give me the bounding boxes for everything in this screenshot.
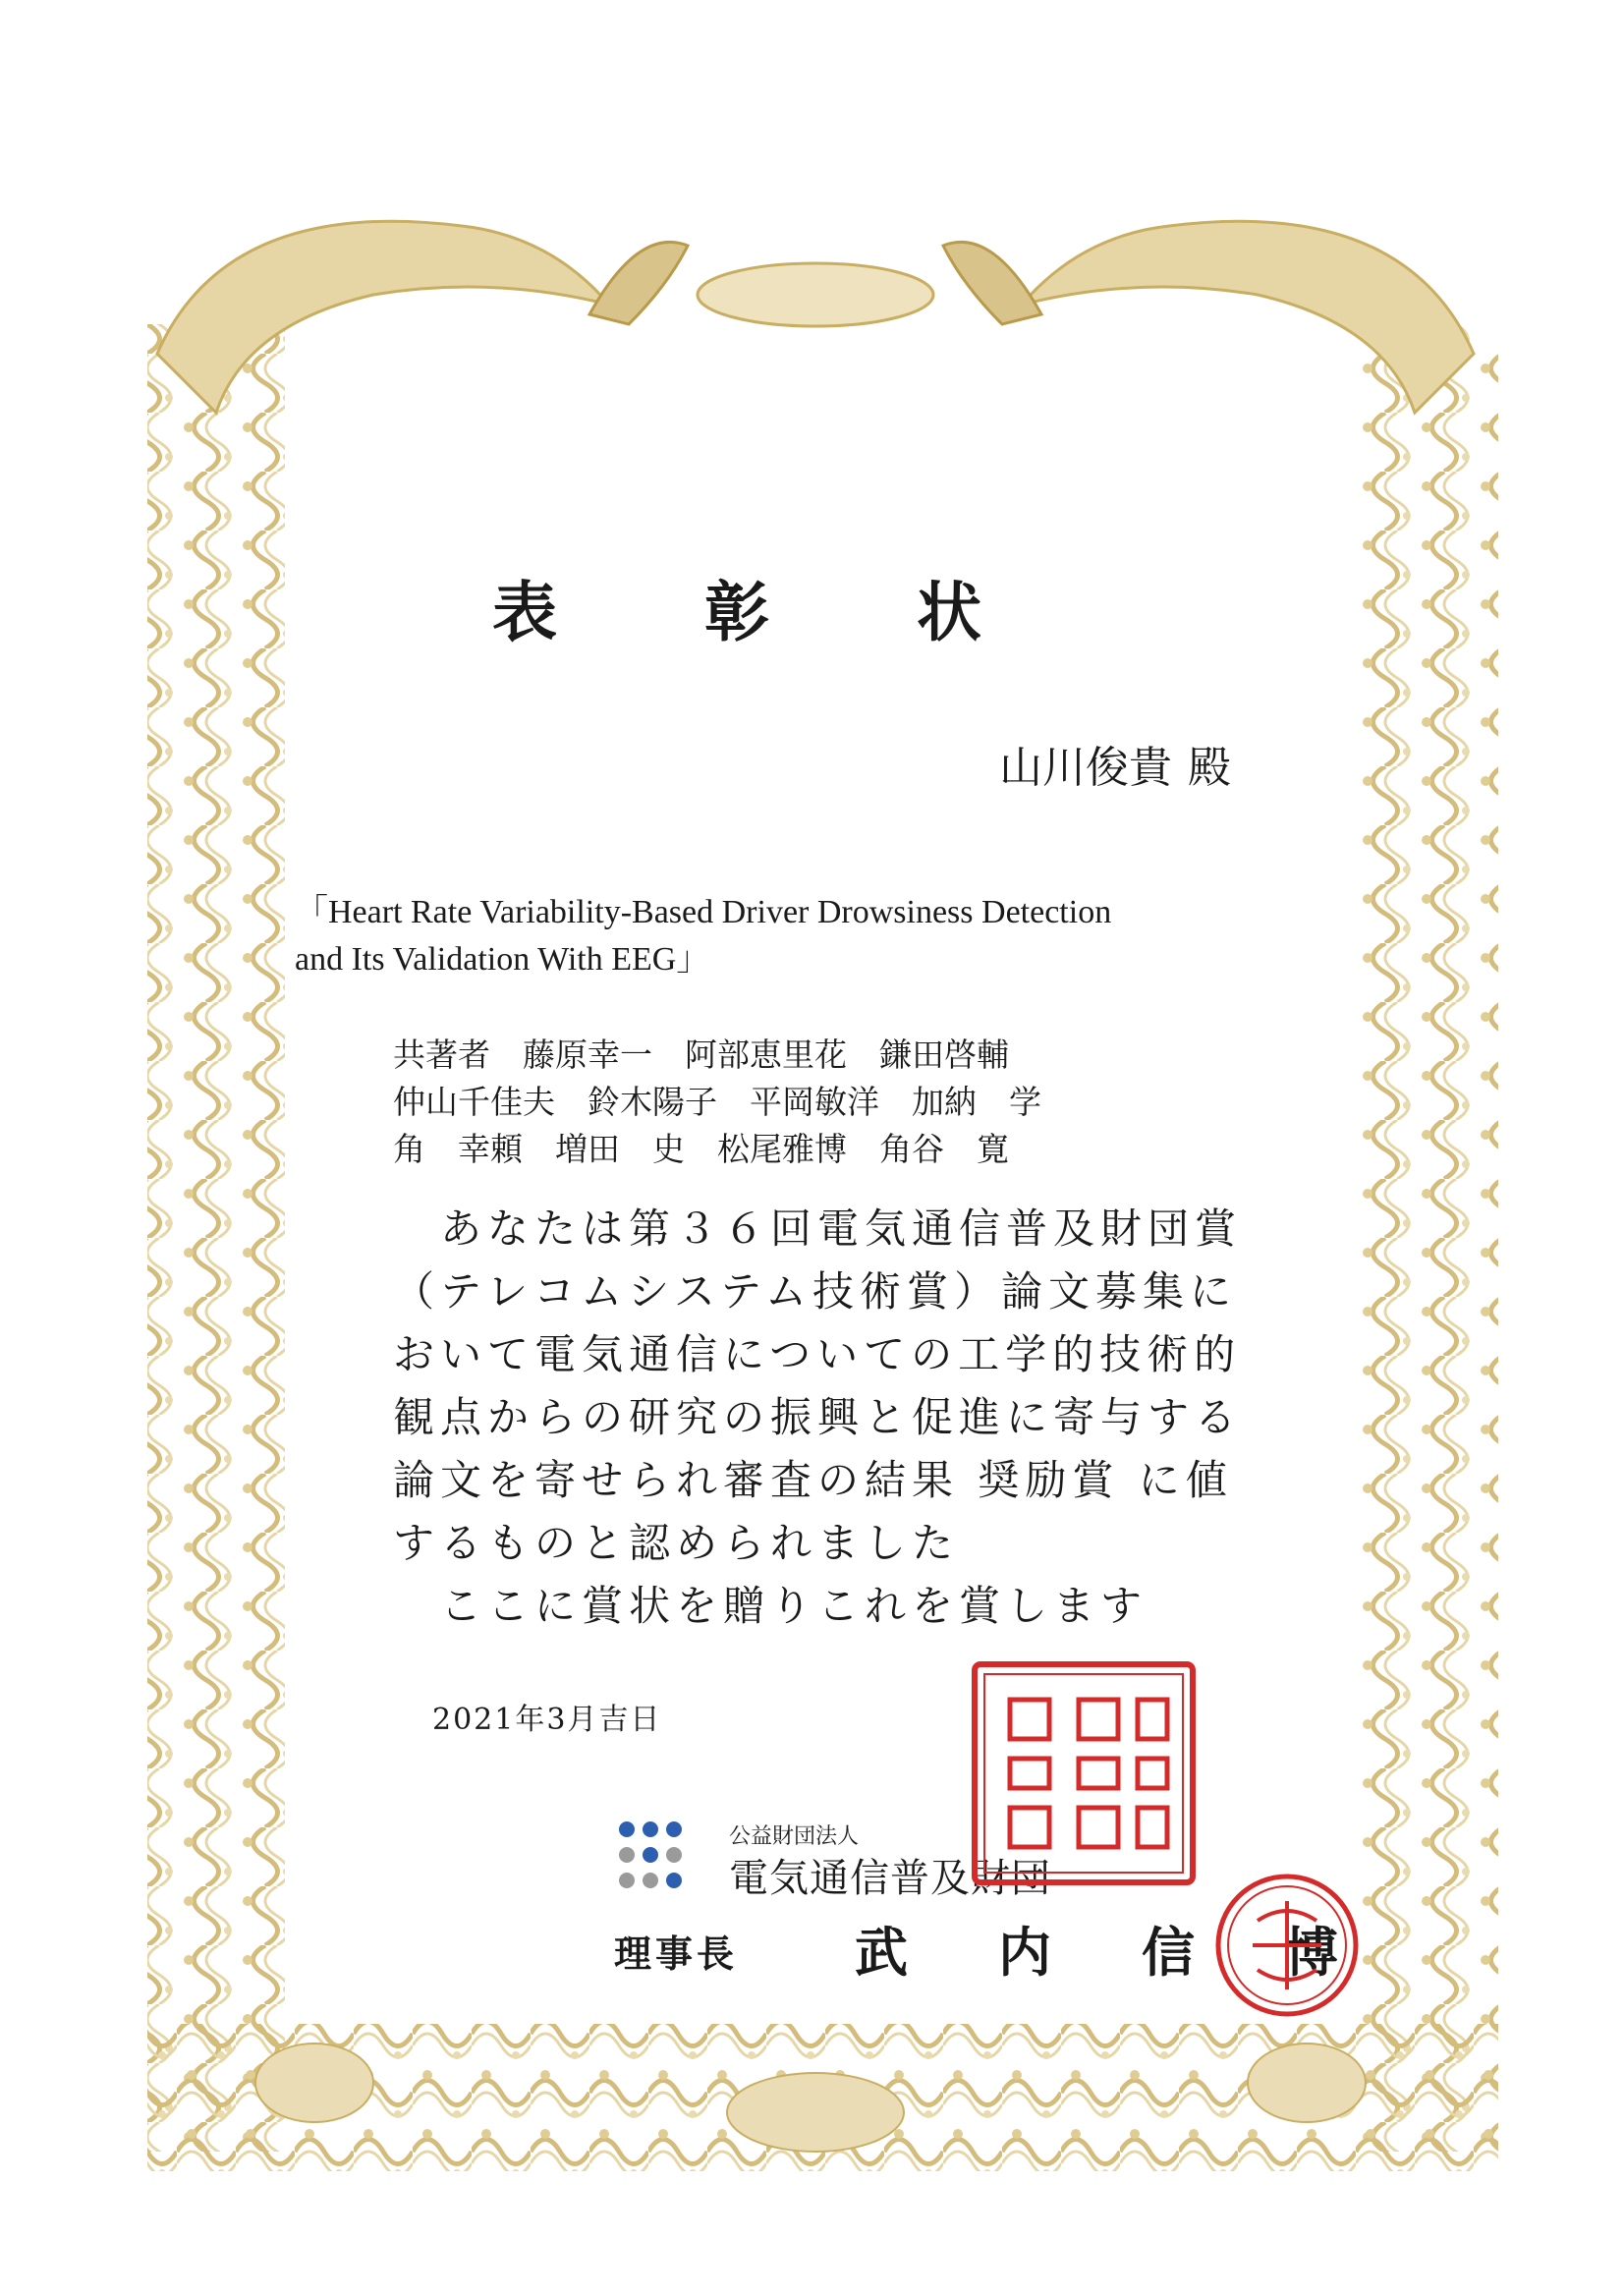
body-line: あなたは第３６回電気通信普及財団賞 <box>393 1204 1243 1253</box>
coauthor-line: 角 幸頼 増田 史 松尾雅博 角谷 寛 <box>393 1130 1009 1168</box>
coauthor-line: 仲山千佳夫 鈴木陽子 平岡敏洋 加納 学 <box>393 1083 1041 1121</box>
recipient-name: 山川俊貴 <box>999 743 1172 793</box>
round-red-seal <box>1213 1872 1361 2019</box>
body-line: 論文を寄せられ審査の結果 奨励賞 に値 <box>393 1456 1233 1504</box>
honorific: 殿 <box>1188 743 1231 793</box>
foundation-logo <box>617 1818 715 1896</box>
certificate-title: 表彰状 <box>492 574 1129 650</box>
organization-name: 電気通信普及財団 <box>729 1856 1051 1901</box>
body-line: （テレコムシステム技術賞）論文募集に <box>393 1267 1237 1316</box>
body-line: ここに賞状を贈りこれを賞します <box>393 1582 1148 1630</box>
body-line: するものと認められました <box>393 1519 960 1567</box>
body-line: 観点からの研究の振興と促進に寄与する <box>393 1393 1243 1441</box>
paper-title-line: 「Heart Rate Variability-Based Driver Drowsiness Detection <box>295 894 1112 930</box>
chair-title: 理事長 <box>614 1932 739 1976</box>
issue-date: 2021年3月吉日 <box>432 1703 662 1737</box>
paper-title <box>295 889 1336 983</box>
paper-title-line: and Its Validation With EEG」 <box>295 941 710 978</box>
chair-name: 武内信博 <box>855 1921 1428 1984</box>
square-red-seal <box>971 1660 1197 1886</box>
organization-type: 公益財団法人 <box>729 1824 860 1849</box>
body-line: おいて電気通信についての工学的技術的 <box>393 1330 1242 1378</box>
coauthor-line: 共著者 藤原幸一 阿部恵里花 鎌田啓輔 <box>393 1036 1009 1074</box>
recipient <box>999 732 1231 795</box>
